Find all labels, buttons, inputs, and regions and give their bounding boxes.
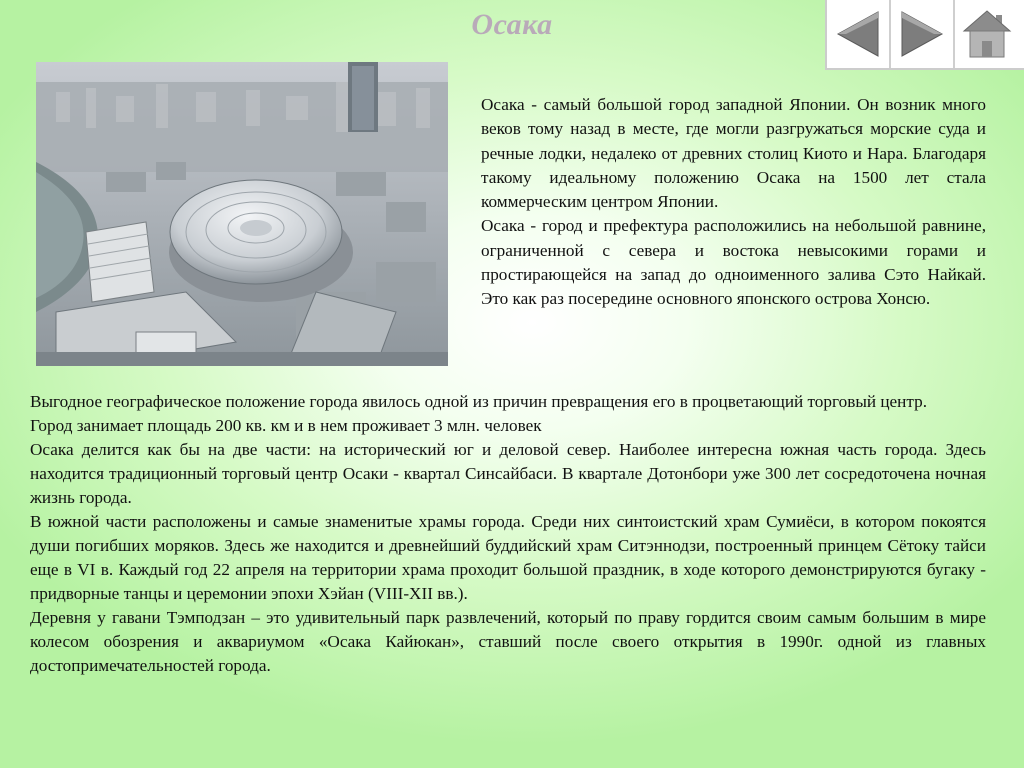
city-aerial-image — [36, 62, 448, 366]
page-title: Осака — [471, 8, 553, 41]
intro-paragraph: Осака - город и префектура расположились на небольшой равнине, ограниченной с севера и востока невысокими горами и простирающейся на запад до одноименного залива Сэто Найкай. Это как раз посередине основного японского острова Хонсю. — [481, 216, 986, 309]
navigation-bar — [825, 0, 1024, 70]
osaka-dome-photo — [36, 62, 448, 366]
arrow-left-icon — [832, 8, 884, 60]
intro-paragraph: Осака - самый большой город западной Японии. Он возник много веков тому назад в месте, где могли разгружаться морские суда и речные лодки, недалеко от древних столиц Киото и Нара. Благодаря такому идеальному положению Осака на 1500 лет стала коммерческим центром Японии. — [481, 95, 986, 212]
prev-button[interactable] — [827, 0, 891, 68]
arrow-right-icon — [896, 8, 948, 60]
intro-text — [481, 93, 986, 312]
body-text — [30, 390, 986, 678]
next-button[interactable] — [891, 0, 955, 68]
body-paragraph: Осака делится как бы на две части: на исторический юг и деловой север. Наиболее интересна южная часть города. Здесь находится традиционный торговый центр Осаки - квартал Синсайбаси. В квартале Дотонбори уже 300 лет сосредоточена ночная жизнь города. — [30, 440, 986, 507]
body-paragraph: Город занимает площадь 200 кв. км и в нем проживает 3 млн. человек — [30, 416, 542, 435]
body-paragraph: Выгодное географическое положение города явилось одной из причин превращения его в процветающий торговый центр. — [30, 392, 927, 411]
home-icon — [960, 7, 1014, 61]
body-paragraph: В южной части расположены и самые знаменитые храмы города. Среди них синтоистский храм Сумиёси, в котором покоятся души погибших моряков. Здесь же находится и древнейший буддийский храм Ситэннодзи, построенный принцем Сётоку тайси еще в VI в. Каждый год 22 апреля на территории храма проходит большой праздник, в ходе которого демонстрируются бугаку - придворные танцы и церемонии эпохи Хэйан (VIII-XII вв.). — [30, 512, 986, 603]
body-paragraph: Деревня у гавани Тэмподзан – это удивительный парк развлечений, который по праву гордится своим самым большим в мире колесом обозрения и аквариумом «Осака Кайюкан», ставший после своего открытия в 1990г. одной из главных достопримечательностей города. — [30, 608, 986, 675]
home-button[interactable] — [955, 0, 1019, 68]
